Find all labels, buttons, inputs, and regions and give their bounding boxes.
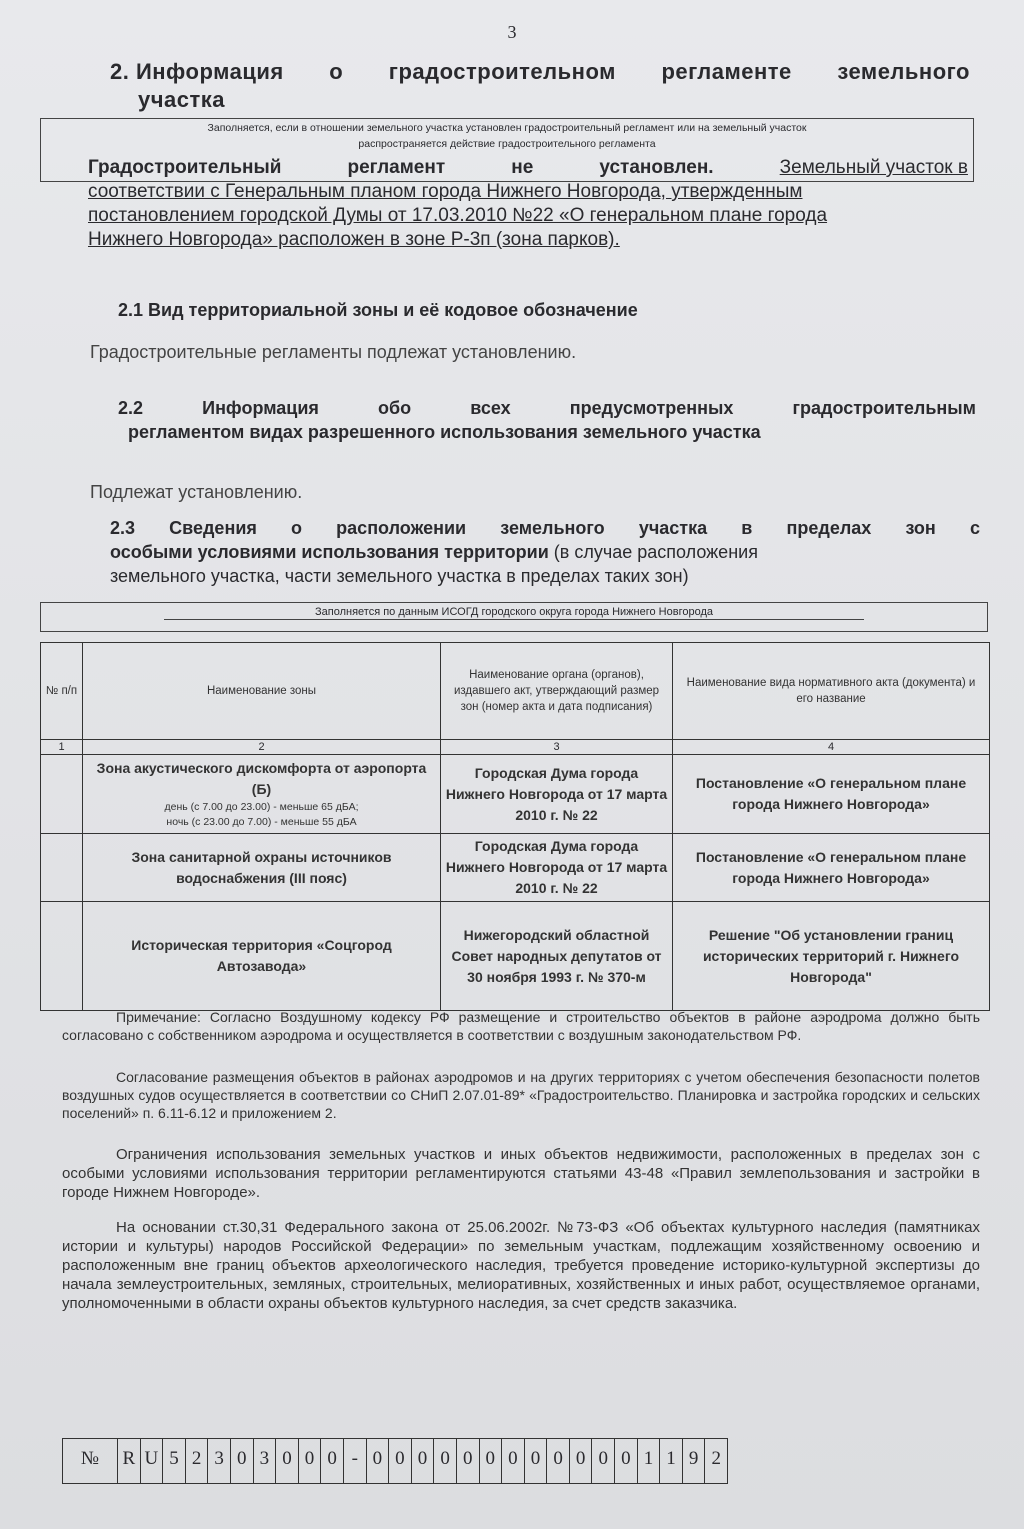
table-colnum-row: 1 2 3 4 bbox=[41, 740, 990, 755]
paragraph-cultural-heritage: На основании ст.30,31 Федерального закона от 25.06.2002г. №73-ФЗ «Об объектах культурного наследия (памятниках истории и культуры) народов Российской Федерации» по земельным участкам, подлежащим хозяйственному освоению и расположенным вне границ объектов археологического наследия, требуется проведение историко-культурной экспертизы до начала землеустроительных, земляных, строительных, мелиоративных, хозяйственных и иных работ, осуществляемое органами, уполномоченными в области охраны объектов культурного наследия, за счет средств заказчика. bbox=[62, 1219, 980, 1312]
header-num: № п/п bbox=[41, 643, 83, 740]
fill-instruction-line2: распространяется действие градостроительного регламента bbox=[358, 138, 656, 150]
section-2-title-line1: 2. Информация о градостроительном регламенте земельного bbox=[110, 59, 970, 84]
table-row: Историческая территория «Соцгород Автозавода» Нижегородский областной Совет народных депутатов от 30 ноября 1993 г. № 370-м Решение "Об установлении границ исторических территорий г. Нижнего Новгорода" bbox=[41, 902, 990, 1011]
section-2-title bbox=[110, 58, 970, 114]
table-header-row bbox=[41, 643, 990, 740]
section-2-3-title: 2.3 Сведения о расположении земельного участка в пределах зон с особыми условиями использования территории (в случае расположения земельного участка, части земельного участка в пределах таких зон) bbox=[110, 518, 980, 586]
section-2-2-text: Подлежат установлению. bbox=[90, 482, 303, 502]
fill-instruction-line1: Заполняется, если в отношении земельного участка установлен градостроительный регламент или на земельный участок bbox=[207, 122, 807, 134]
isogd-fill-box bbox=[40, 602, 988, 632]
header-body: Наименование органа (органов), издавшего акт, утверждающий размер зон (номер акта и дата подписания) bbox=[441, 643, 673, 740]
table-row: Зона акустического дискомфорта от аэропорта (Б) день (с 7.00 до 23.00) - меньше 65 дБА; ночь (с 23.00 до 7.00) - меньше 55 дБА Городская Дума города Нижнего Новгорода от 17 марта 2010 г. № 22 Постановление «О генеральном плане города Нижнего Новгорода» bbox=[41, 755, 990, 834]
section-2-1-title: 2.1 Вид территориальной зоны и её кодовое обозначение bbox=[118, 300, 638, 320]
page-number: 3 bbox=[507, 22, 517, 42]
section-2-2-title: 2.2 Информация обо всех предусмотренных градостроительным регламентом видах разрешенного использования земельного участка bbox=[118, 398, 976, 442]
note-airfield: Примечание: Согласно Воздушному кодексу РФ размещение и строительство объектов в районе аэродрома должно быть согласовано с собственником аэродрома и осуществляется в соответствии с воздушным законодательством РФ. bbox=[62, 1009, 980, 1043]
header-act: Наименование вида нормативного акта (документа) и его название bbox=[673, 643, 990, 740]
isogd-fill-note: Заполняется по данным ИСОГД городского округа города Нижнего Новгорода bbox=[164, 605, 864, 620]
section-2-1-text: Градостроительные регламенты подлежат установлению. bbox=[90, 342, 577, 362]
registration-number: № R U 5 2 3 0 3 0 0 0 - 0 0 0 0 0 0 0 0 0 0 0 0 1 1 9 2 bbox=[62, 1438, 728, 1484]
note-snip: Согласование размещения объектов в районах аэродромов и на других территориях с учетом обеспечения безопасности полетов воздушных судов осуществляется в соответствии со СНиП 2.07.01-89* «Градостроительство. Планировка и застройка городских и сельских поселений» п. 6.11-6.12 и приложением 2. bbox=[62, 1069, 980, 1121]
header-zone: Наименование зоны bbox=[83, 643, 441, 740]
regulation-status: Градостроительный регламент не установлен. Земельный участок в соответствии с Генеральным планом города Нижнего Новгорода, утвержденным постановлением городской Думы от 17.03.2010 №22 «О генеральном плане города Нижнего Новгорода» расположен в зоне Р-3п (зона парков). bbox=[88, 157, 968, 250]
section-2-title-line2: участка bbox=[138, 87, 225, 112]
zones-table bbox=[40, 642, 990, 1011]
table-row: Зона санитарной охраны источников водоснабжения (III пояс) Городская Дума города Нижнего Новгорода от 17 марта 2010 г. № 22 Постановление «О генеральном плане города Нижнего Новгорода» bbox=[41, 834, 990, 902]
paragraph-restrictions: Ограничения использования земельных участков и иных объектов недвижимости, расположенных в пределах зон с особыми условиями использования территории регламентируются статьями 43-48 «Правил землепользования и застройки в городе Нижнем Новгороде». bbox=[62, 1146, 980, 1201]
